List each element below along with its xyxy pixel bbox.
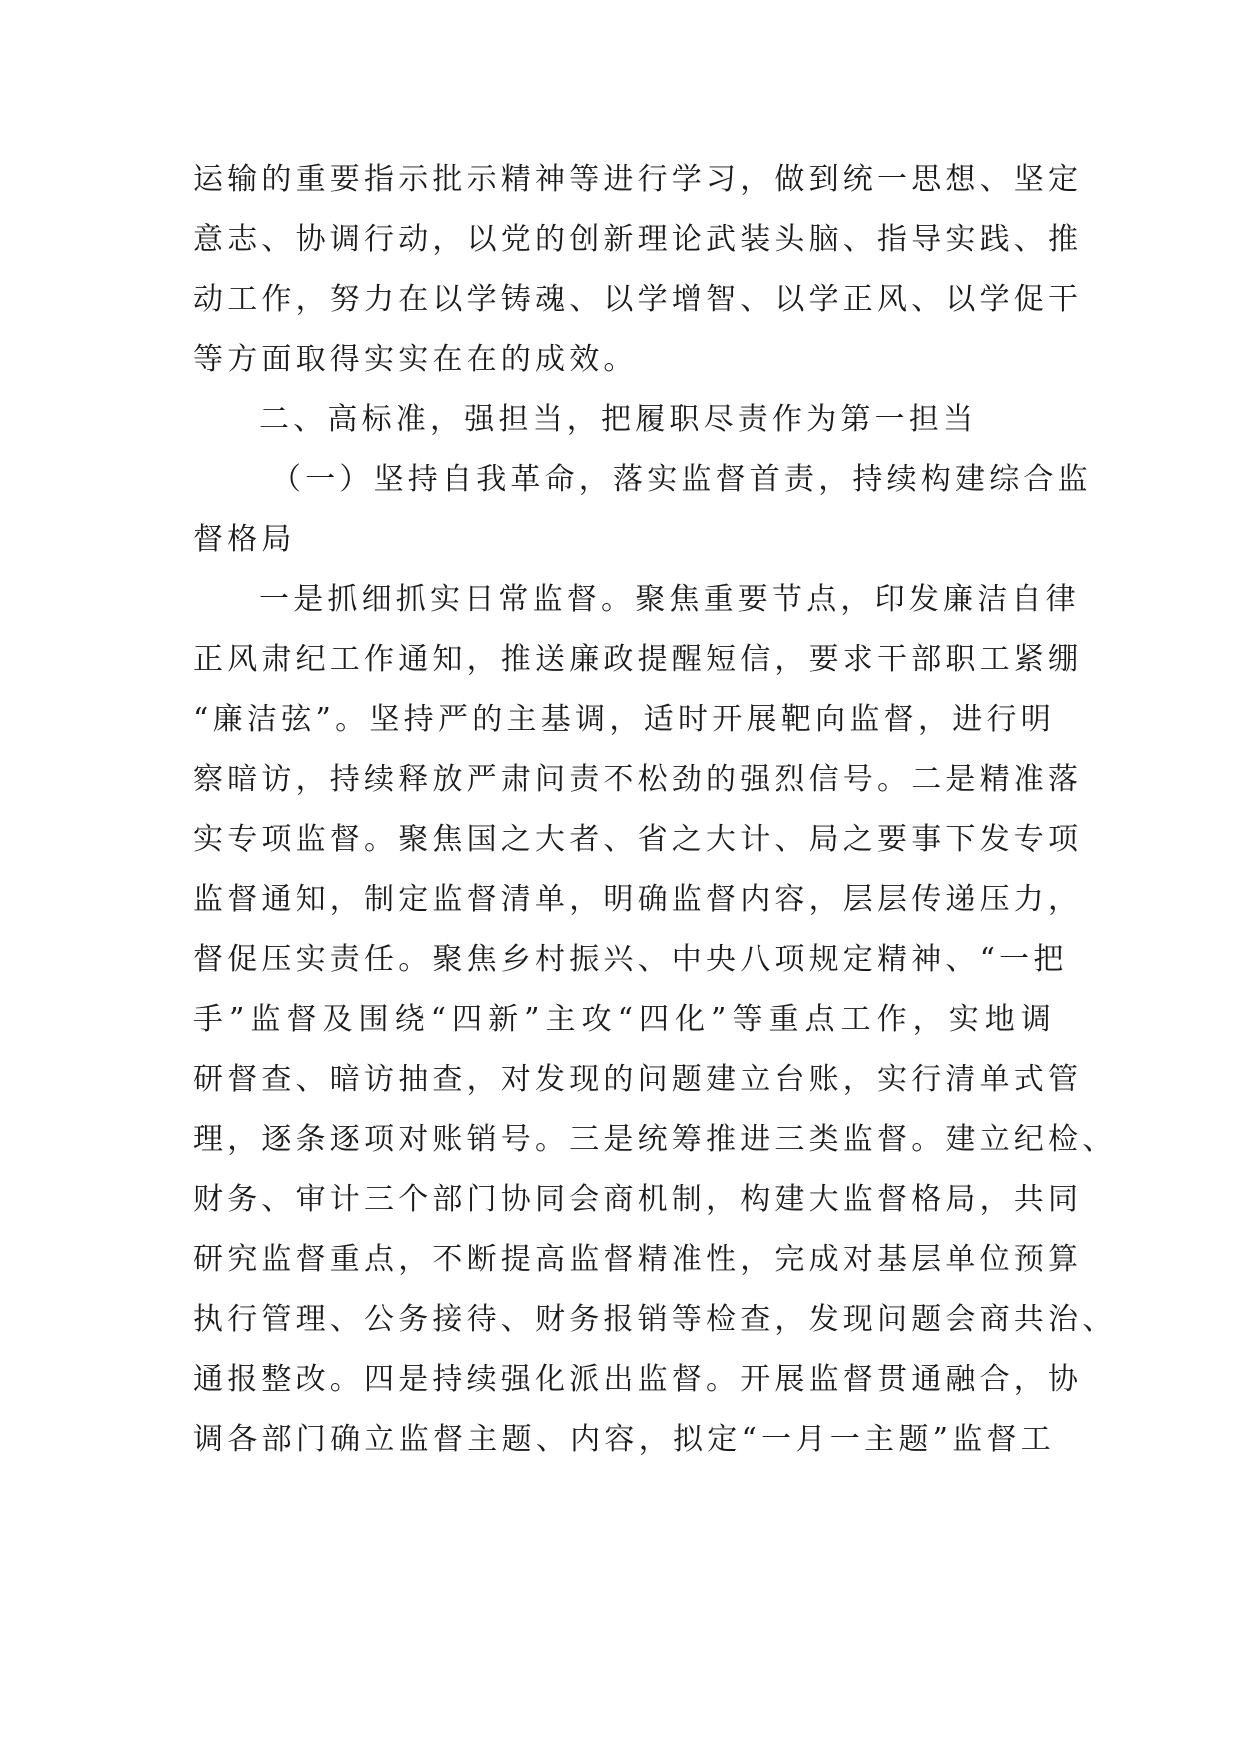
text-line: 研究监督重点，不断提高监督精准性，完成对基层单位预算: [193, 1242, 1083, 1277]
text-line: 实专项监督。聚焦国之大者、省之大计、局之要事下发专项: [193, 822, 1083, 857]
text-line: 研督查、暗访抽查，对发现的问题建立台账，实行清单式管: [193, 1062, 1083, 1097]
section-heading: 二、高标准，强担当，把履职尽责作为第一担当: [259, 402, 978, 437]
text-line: 财务、审计三个部门协同会商机制，构建大监督格局，共同: [193, 1182, 1083, 1217]
text-line: 意志、协调行动，以党的创新理论武装头脑、指导实践、推: [193, 222, 1083, 257]
text-line: 手”监督及围绕“四新”主攻“四化”等重点工作，实地调: [193, 1002, 1055, 1037]
text-line: 理，逐条逐项对账销号。三是统筹推进三类监督。建立纪检、: [193, 1122, 1117, 1157]
text-line: 运输的重要指示批示精神等进行学习，做到统一思想、坚定: [193, 162, 1083, 197]
text-line: 执行管理、公务接待、财务报销等检查，发现问题会商共治、: [193, 1302, 1117, 1337]
subsection-heading: （一）坚持自我革命，落实监督首责，持续构建综合监: [271, 462, 1092, 497]
text-line: “廉洁弦”。坚持严的主基调，适时开展靶向监督，进行明: [193, 702, 1055, 737]
document-body: [193, 160, 1117, 1480]
text-line: 动工作，努力在以学铸魂、以学增智、以学正风、以学促干: [193, 282, 1083, 317]
text-line: 监督通知，制定监督清单，明确监督内容，层层传递压力，: [193, 882, 1083, 917]
text-line: 通报整改。四是持续强化派出监督。开展监督贯通融合，协: [193, 1362, 1083, 1397]
text-line: 正风肃纪工作通知，推送廉政提醒短信，要求干部职工紧绷: [193, 642, 1083, 677]
subsection-heading-continued: 督格局: [193, 522, 296, 557]
text-line: 等方面取得实实在在的成效。: [193, 342, 638, 377]
text-line: 调各部门确立监督主题、内容，拟定“一月一主题”监督工: [193, 1422, 1055, 1457]
text-line: 察暗访，持续释放严肃问责不松劲的强烈信号。二是精准落: [193, 762, 1083, 797]
paragraph-first-line: 一是抓细抓实日常监督。聚焦重要节点，印发廉洁自律: [259, 582, 1080, 617]
text-line: 督促压实责任。聚焦乡村振兴、中央八项规定精神、“一把: [193, 942, 1068, 977]
